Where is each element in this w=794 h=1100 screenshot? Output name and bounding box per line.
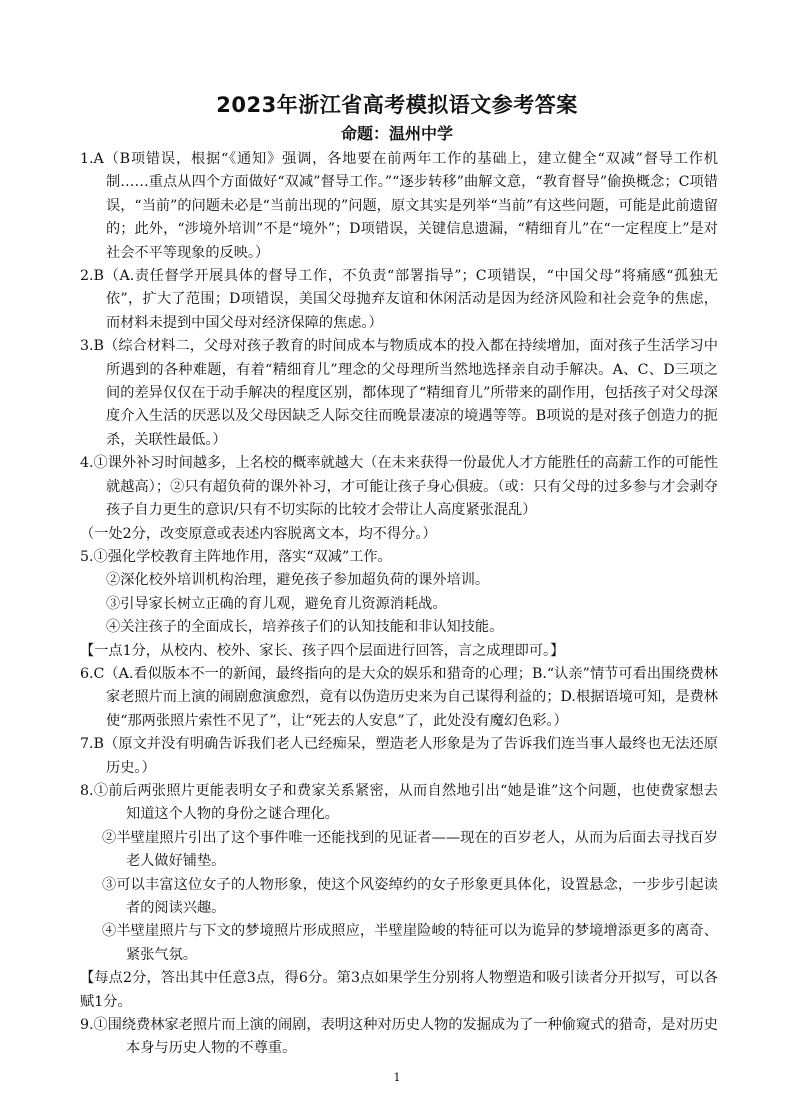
answer-q8-item: ③可以丰富这位女子的人物形象，使这个风姿绰约的女子形象更具体化，设置悬念，一步步引起读者的阅读兴趣。 [102,876,718,916]
answer-q4-note: （一处2分，改变原意或表述内容脱离文本，均不得分。） [80,525,437,542]
answer-q8-item: 8.①前后两张照片更能表明女子和费家关系紧密，从而自然地引出“她是谁”这个问题，也使费家想去知道这个人物的身份之谜合理化。 [80,782,718,823]
answer-q5-item: 5.①强化学校教育主阵地作用，落实“双减”工作。 [80,548,392,565]
answer-content [80,148,718,1061]
answer-q2: 2.B（A.责任督学开展具体的督导工作，不负责“部署指导”；C项错误，“中国父母”将痛感“孤独无依”，扩大了范围；D项错误，美国父母抛弃友谊和休闲活动是因为经济风险和社会竞争的焦虑，而材料未提到中国父母对经济保障的焦虑。） [80,268,718,331]
page-subtitle: 命题：温州中学 [340,124,453,143]
page-number: 1 [393,1071,401,1084]
answer-q9-item: 9.①围绕费林家老照片而上演的闹剧，表明这种对历史人物的发掘成为了一种偷窥式的猎奇，是对历史本身与历史人物的不尊重。 [80,1017,718,1057]
answer-q3: 3.B（综合材料二，父母对孩子教育的时间成本与物质成本的投入都在持续增加，面对孩子生活学习中所遇到的各种难题，有着“精细育儿”理念的父母理所当然地选择亲自动手解决。A、C、D三项之间的差异仅仅在于动手解决的程度区别，都体现了“精细育儿”所带来的副作用，包括孩子对父母深度介入生活的厌恶以及父母因缺乏人际交往而晚景凄凉的境遇等等。B项说的是对孩子创造力的扼杀，关联性最低。） [80,338,718,448]
answer-q7: 7.B（原文并没有明确告诉我们老人已经痴呆，塑造老人形象是为了告诉我们连当事人最终也无法还原历史。） [80,736,718,776]
answer-q4: 4.①课外补习时间越多，上名校的概率就越大（在未来获得一份最优人才方能胜任的高薪工作的可能性就越高）；②只有超负荷的课外补习，才可能让孩子身心俱疲。（或：只有父母的过多参与才会剥夺孩子自力更生的意识/只有不切实际的比较才会带让人高度紧张混乱） [80,455,718,519]
answer-q5-item: ②深化校外培训机构治理，避免孩子参加超负荷的课外培训。 [106,572,490,589]
page-title: 2023年浙江省高考模拟语文参考答案 [216,93,578,117]
answer-q8-item: ②半壁崖照片引出了这个事件唯一还能找到的见证者——现在的百岁老人，从而为后面去寻找百岁老人做好铺垫。 [102,829,718,870]
answer-q5-note: 【一点1分，从校内、校外、家长、孩子四个层面进行回答，言之成理即可。】 [80,642,565,659]
answer-q5-item: ④关注孩子的全面成长，培养孩子们的认知技能和非认知技能。 [106,619,504,636]
answer-q8-item: ④半壁崖照片与下文的梦境照片形成照应，半壁崖险峻的特征可以为诡异的梦境增添更多的离奇、紧张气氛。 [102,923,718,963]
answer-q1: 1.A（B项错误，根据“《通知》强调，各地要在前两年工作的基础上，建立健全“双减”督导工作机制……重点从四个方面做好“双减”督导工作。”“逐步转移”曲解文意，“教育督导”偷换概念；C项错误，“当前”的问题未必是“当前出现的”问题，原文其实是列举“当前”有这些问题，可能是此前遗留的；此外，“涉境外培训”不是“境外”；D项错误，关键信息遗漏，“精细育儿”在“一定程度上”是对社会不平等现象的反映。） [80,151,718,261]
answer-q6: 6.C（A.看似版本不一的新闻，最终指向的是大众的娱乐和猎奇的心理；B.“认亲”情节可看出围绕费林家老照片而上演的闹剧愈演愈烈，竟有以伪造历史来为自己谋得利益的；D.根据语境可知，是费林使“那两张照片索性不见了”，让“死去的人安息”了，此处没有魔幻色彩。） [80,665,718,729]
answer-q8-note: 【每点2分，答出其中任意3点，得6分。第3点如果学生分别将人物塑造和吸引读者分开拟写，可以各赋1分。 [80,970,718,1010]
answer-q5-item: ③引导家长树立正确的育儿观，避免育儿资源消耗战。 [106,595,447,612]
